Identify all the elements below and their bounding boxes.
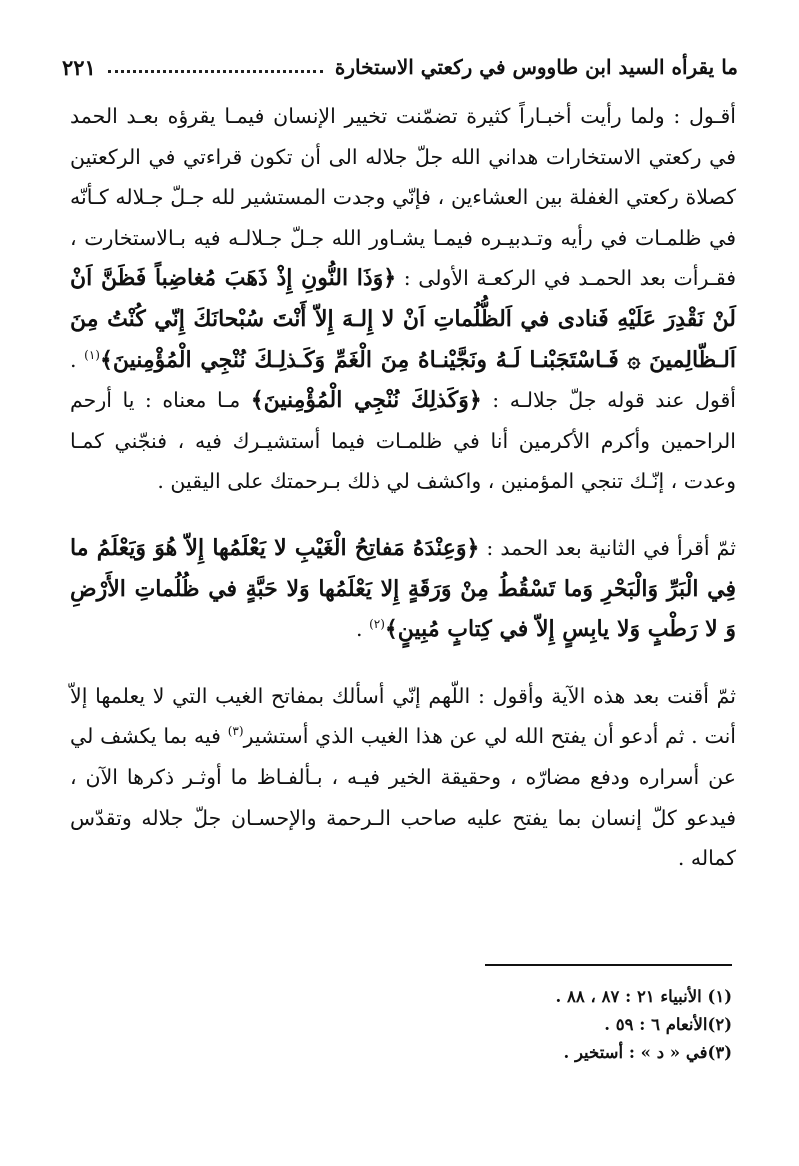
paragraph	[70, 528, 736, 650]
quran-verse: ﴿وَعِنْدَهُ مَفاتِحُ الْغَيْبِ لا يَعْلَمُها إِلاّ هُوَ وَيَعْلَمُ ما فِي الْبَرِّ وَالْبَحْرِ وَما تَسْقُطُ مِنْ وَرَقَةٍ إِلا يَعْلَمُها وَلا حَبَّةٍ في ظُلُماتِ الأَرْضِ وَ لا رَطْبٍ وَلا يابِسٍ إِلاّ في كِتابٍ مُبِينٍ﴾	[70, 534, 736, 643]
text-segment: أقـول : ولما رأيت أخبـاراً كثيرة تضمّنت تخيير الإنسان فيمـا يقرؤه بعـد الحمد في ركعتي الاستخارات هداني الله جلّ جلاله الى أن تكون قراءتي في الركعتين كصلاة ركعتي الغفلة بين العشاءين ، فإنّي وجدت المستشير لله جـلّ جـلاله كـأنّه في ظلمـات في رأيه وتـدبيـره فيمـا يشـاور الله جـلّ جـلالـه فيه بـالاستخارت ، فقـرأت بعد الحمـد في الركعـة الأولى :	[70, 104, 736, 291]
footnote-marker: (٣)	[227, 724, 244, 739]
text-segment: .	[356, 617, 370, 642]
body-text	[70, 96, 736, 879]
footnote: (٢)الأنعام ٦ : ٥٩ .	[604, 1015, 732, 1034]
footnotes	[380, 983, 732, 1067]
dotted-leader	[108, 70, 323, 73]
text-segment: . أقول عند قوله جلّ جلالـه :	[70, 347, 736, 413]
text-segment: ثمّ أقنت بعد هذه الآية وأقول : اللّهم إنّي أسألك بمفاتح الغيب التي لا يعلمها إلاّ أنت . ثم أدعو أن يفتح الله لي عن هذا الغيب الذي أستشير	[70, 683, 736, 749]
quran-verse: ﴿وَذَا النُّونِ إِذْ ذَهَبَ مُغاضِباً فَظَنَّ اَنْ لَنْ نَقْدِرَ عَلَيْهِ فَنادى في اَلظُّلُماتِ اَنْ لا إِلـهَ إِلاّ أَنْتَ سُبْحانَكَ إِنّي كُنْتُ مِنَ اَلـظّالِمينَ ۞ فَـاسْتَجَبْنـا لَـهُ ونَجَّيْنـاهُ مِنَ الْغَمِّ وَكَـذلِـكَ نُنْجِي الْمُؤْمِنينَ﴾	[70, 265, 736, 373]
text-segment: مـا معناه : يا أرحم الراحمين وأكرم الأكرمين أنا في ظلمـات فيما أستشيـرك فيه ، فنجّني كمـا وعدت ، إنّـك تنجي المؤمنين ، واكشف لي ذلك بـرحمتك على اليقين .	[70, 388, 736, 494]
running-header	[62, 50, 738, 84]
quran-verse: ﴿وَكَذلِكَ نُنْجِي الْمُؤْمِنينَ﴾	[250, 387, 482, 414]
paragraph	[70, 676, 736, 879]
footnote-marker: (٢)	[369, 617, 385, 632]
footnote: (٣)في « د » : أستخير .	[563, 1043, 732, 1062]
footnote-marker: (١)	[84, 347, 100, 362]
footnote: (١) الأنبياء ٢١ : ٨٧ ، ٨٨ .	[555, 987, 732, 1006]
footnote-separator	[485, 964, 732, 966]
page-number: ٢٢١	[62, 54, 96, 80]
text-segment: ثمّ أقرأ في الثانية بعد الحمد :	[479, 535, 736, 560]
paragraph	[70, 96, 736, 502]
text-segment: فيه بما يكشف لي عن أسراره ودفع مضارّه ، وحقيقة الخير فيـه ، بـألفـاظ ما أوثـر ذكرها الآن ، فيدعو كلّ إنسان بما يفتح عليه صاحب الـرحمة والإحسـان جلّ جلاله وتقدّس كماله .	[70, 724, 736, 871]
running-title: ما يقرأه السيد ابن طاووس في ركعتي الاستخارة	[334, 55, 738, 79]
